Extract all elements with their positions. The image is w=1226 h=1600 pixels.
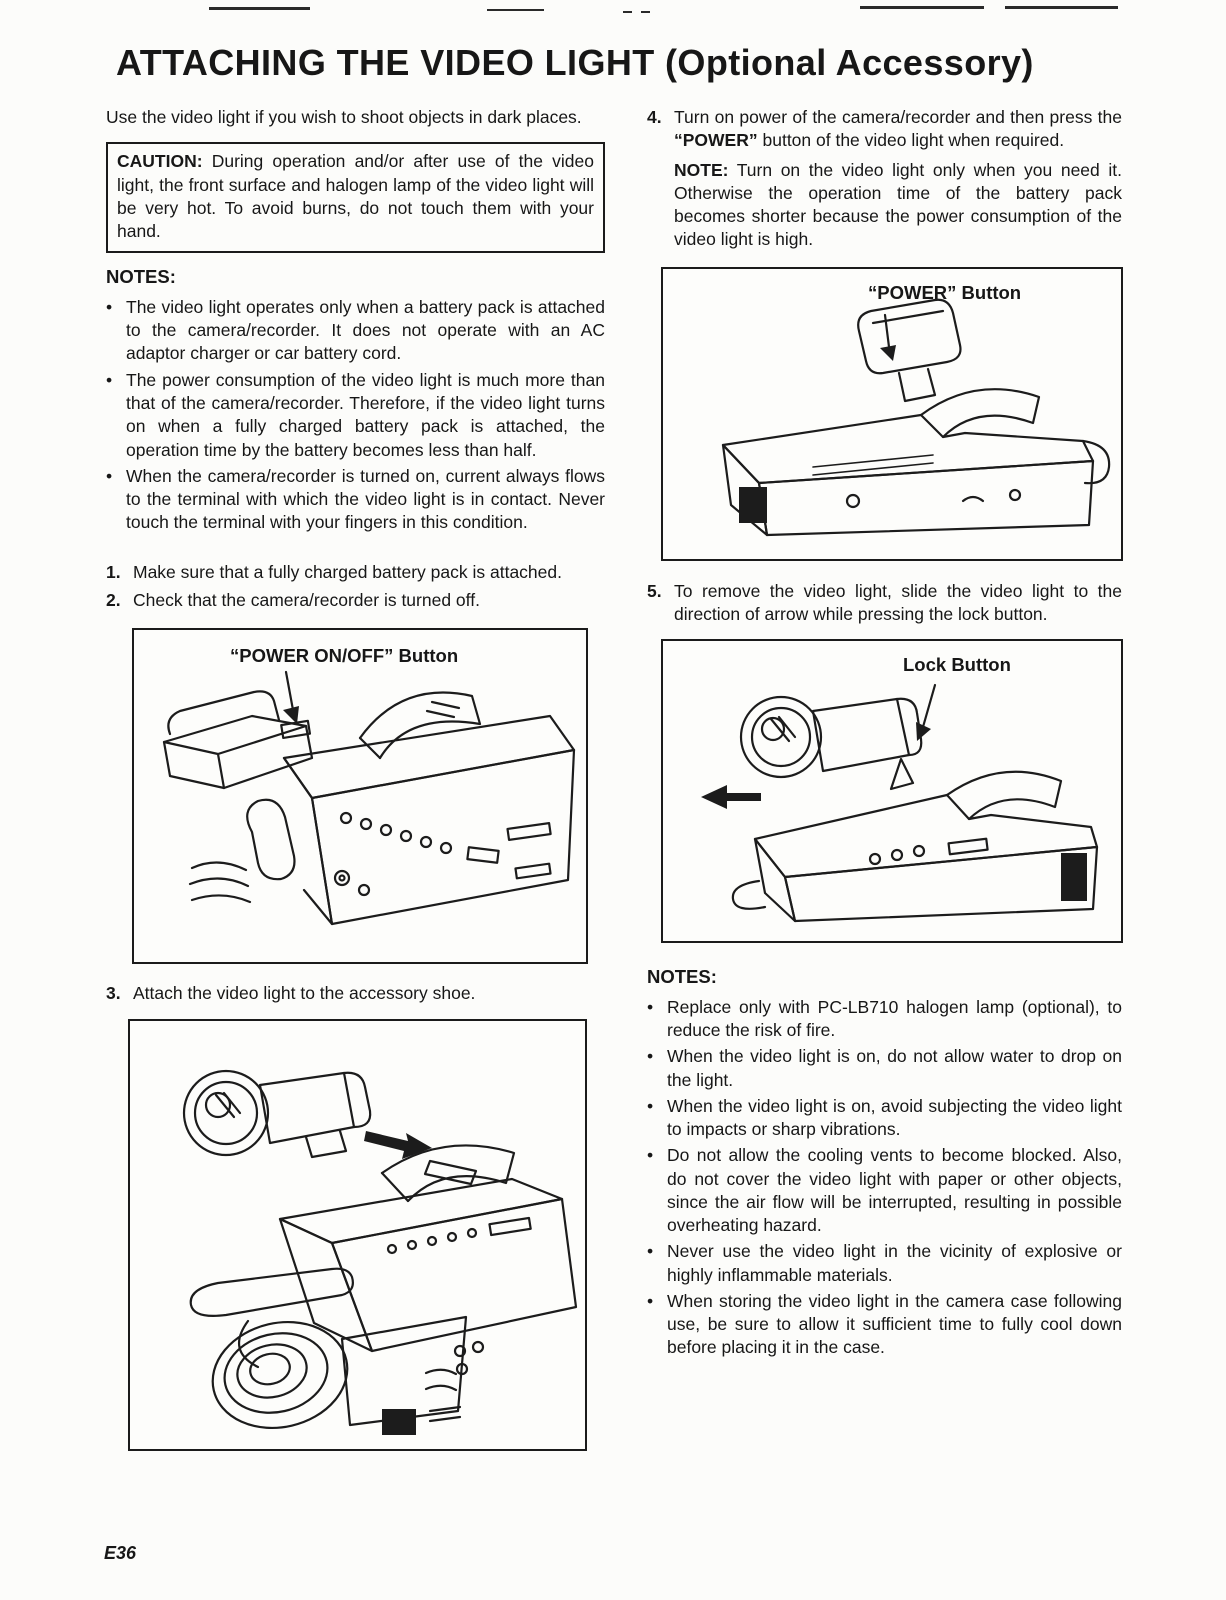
step-item <box>106 589 605 612</box>
list-item <box>647 1144 1122 1237</box>
step-item <box>647 106 1122 153</box>
caution-box <box>106 142 605 253</box>
camcorder-attach-light-illustration <box>130 1021 585 1449</box>
bullet-icon: • <box>647 1290 654 1311</box>
list-item <box>647 1290 1122 1360</box>
step-item <box>647 580 1122 627</box>
intro-paragraph: Use the video light if you wish to shoot objects in dark places. <box>106 107 582 127</box>
list-item <box>106 369 605 462</box>
step-text: To remove the video light, slide the video light to the direction of arrow while pressing the lock button. <box>674 580 1122 624</box>
note-label: NOTE: <box>674 159 729 180</box>
step-number: 4. <box>647 107 662 127</box>
pointer-arrow-icon <box>916 685 935 741</box>
slide-direction-arrow-icon <box>701 785 761 809</box>
camcorder-power-button-illustration <box>663 269 1121 559</box>
notes-heading: NOTES: <box>647 966 717 988</box>
list-item <box>106 296 605 366</box>
figure-label: “POWER ON/OFF” Button <box>230 645 459 667</box>
page-title: ATTACHING THE VIDEO LIGHT (Optional Accessory) <box>116 42 1034 83</box>
note-text: When storing the video light in the camera case following use, be sure to allow it sufficient time to fully cool down before placing it in the case. <box>667 1290 1122 1358</box>
step-list <box>106 561 605 613</box>
figure-power-button <box>661 267 1123 561</box>
list-item <box>647 1045 1122 1092</box>
figure-power-onoff <box>132 628 588 964</box>
bullet-icon: • <box>106 296 113 317</box>
scan-artifact-line <box>623 11 632 13</box>
bullet-icon: • <box>647 1145 654 1166</box>
list-item <box>647 996 1122 1043</box>
note-text: When the video light is on, avoid subjecting the video light to impacts or sharp vibrations. <box>667 1095 1122 1140</box>
step-list <box>647 106 1122 153</box>
notes-heading: NOTES: <box>106 266 176 288</box>
scan-artifact-line <box>641 11 650 13</box>
note-text: Never use the video light in the vicinity of explosive or highly inflammable materials. <box>667 1241 1122 1285</box>
page-content <box>106 42 1122 1451</box>
note-paragraph <box>674 159 1122 252</box>
right-column <box>647 106 1122 1363</box>
step-text: Attach the video light to the accessory shoe. <box>133 983 476 1004</box>
bullet-icon: • <box>106 369 113 390</box>
scan-artifact-line <box>487 9 544 11</box>
page-number: E36 <box>104 1543 137 1563</box>
figure-label: Lock Button <box>903 654 1011 676</box>
note-text: When the camera/recorder is turned on, current always flows to the terminal with which the video light is in contact. Never touch the terminal with your fingers in this condition. <box>126 465 605 533</box>
step-number: 5. <box>647 580 662 601</box>
step-list <box>106 982 605 1005</box>
pointer-arrow-icon <box>283 672 299 724</box>
step-text: Make sure that a fully charged battery pack is attached. <box>133 561 562 582</box>
scan-artifact-line <box>860 6 984 9</box>
bullet-icon: • <box>647 1241 654 1262</box>
note-text: The power consumption of the video light is much more than that of the camera/recorder. Therefore, if the video light turns on when a fully charged battery pack is attached, the operation time by the battery becomes less than half. <box>126 369 605 460</box>
step-item <box>106 982 605 1005</box>
bullet-icon: • <box>647 996 654 1017</box>
note-text: Replace only with PC-LB710 halogen lamp (optional), to reduce the risk of fire. <box>667 996 1122 1040</box>
camcorder-lock-button-illustration <box>663 641 1121 941</box>
bullet-icon: • <box>647 1095 654 1116</box>
left-column <box>106 106 605 1451</box>
scan-artifact-line <box>209 7 310 10</box>
note-text: Turn on the video light only when you need it. Otherwise the operation time of the battery pack becomes shorter because the power consumption of the video light is high. <box>674 159 1122 250</box>
bullet-icon: • <box>106 465 113 486</box>
caution-label: CAUTION: <box>117 151 203 172</box>
step-text: Turn on power of the camera/recorder and then press the “POWER” button of the video light when required. <box>674 107 1122 151</box>
step-list <box>647 580 1122 627</box>
camcorder-power-onoff-illustration <box>134 630 586 962</box>
step-number: 3. <box>106 983 121 1004</box>
scan-artifact-line <box>1005 6 1118 9</box>
list-item <box>647 1095 1122 1142</box>
bullet-icon: • <box>647 1046 654 1067</box>
step-item <box>106 561 605 584</box>
content-columns <box>106 106 1122 1451</box>
step-number: 1. <box>106 561 121 582</box>
attach-direction-arrow-icon <box>364 1131 432 1159</box>
list-item <box>647 1240 1122 1287</box>
note-text: The video light operates only when a battery pack is attached to the camera/recorder. It does not operate with an AC adaptor charger or car battery cord. <box>126 296 605 364</box>
notes-list <box>647 996 1122 1360</box>
note-text: When the video light is on, do not allow water to drop on the light. <box>667 1046 1122 1090</box>
notes-list <box>106 296 605 535</box>
figure-attach-light <box>128 1019 587 1451</box>
list-item <box>106 465 605 535</box>
step-number: 2. <box>106 589 121 610</box>
note-text: Do not allow the cooling vents to become blocked. Also, do not cover the video light with paper or other objects, since the air flow will be interrupted, resulting in possible overheating hazard. <box>667 1145 1122 1236</box>
figure-lock-button <box>661 639 1123 943</box>
step-text: Check that the camera/recorder is turned off. <box>133 589 480 610</box>
caution-text: During operation and/or after use of the video light, the front surface and halogen lamp of the video light will be very hot. To avoid burns, do not touch them with your hand. <box>117 151 594 242</box>
figure-label: “POWER” Button <box>868 281 1022 303</box>
